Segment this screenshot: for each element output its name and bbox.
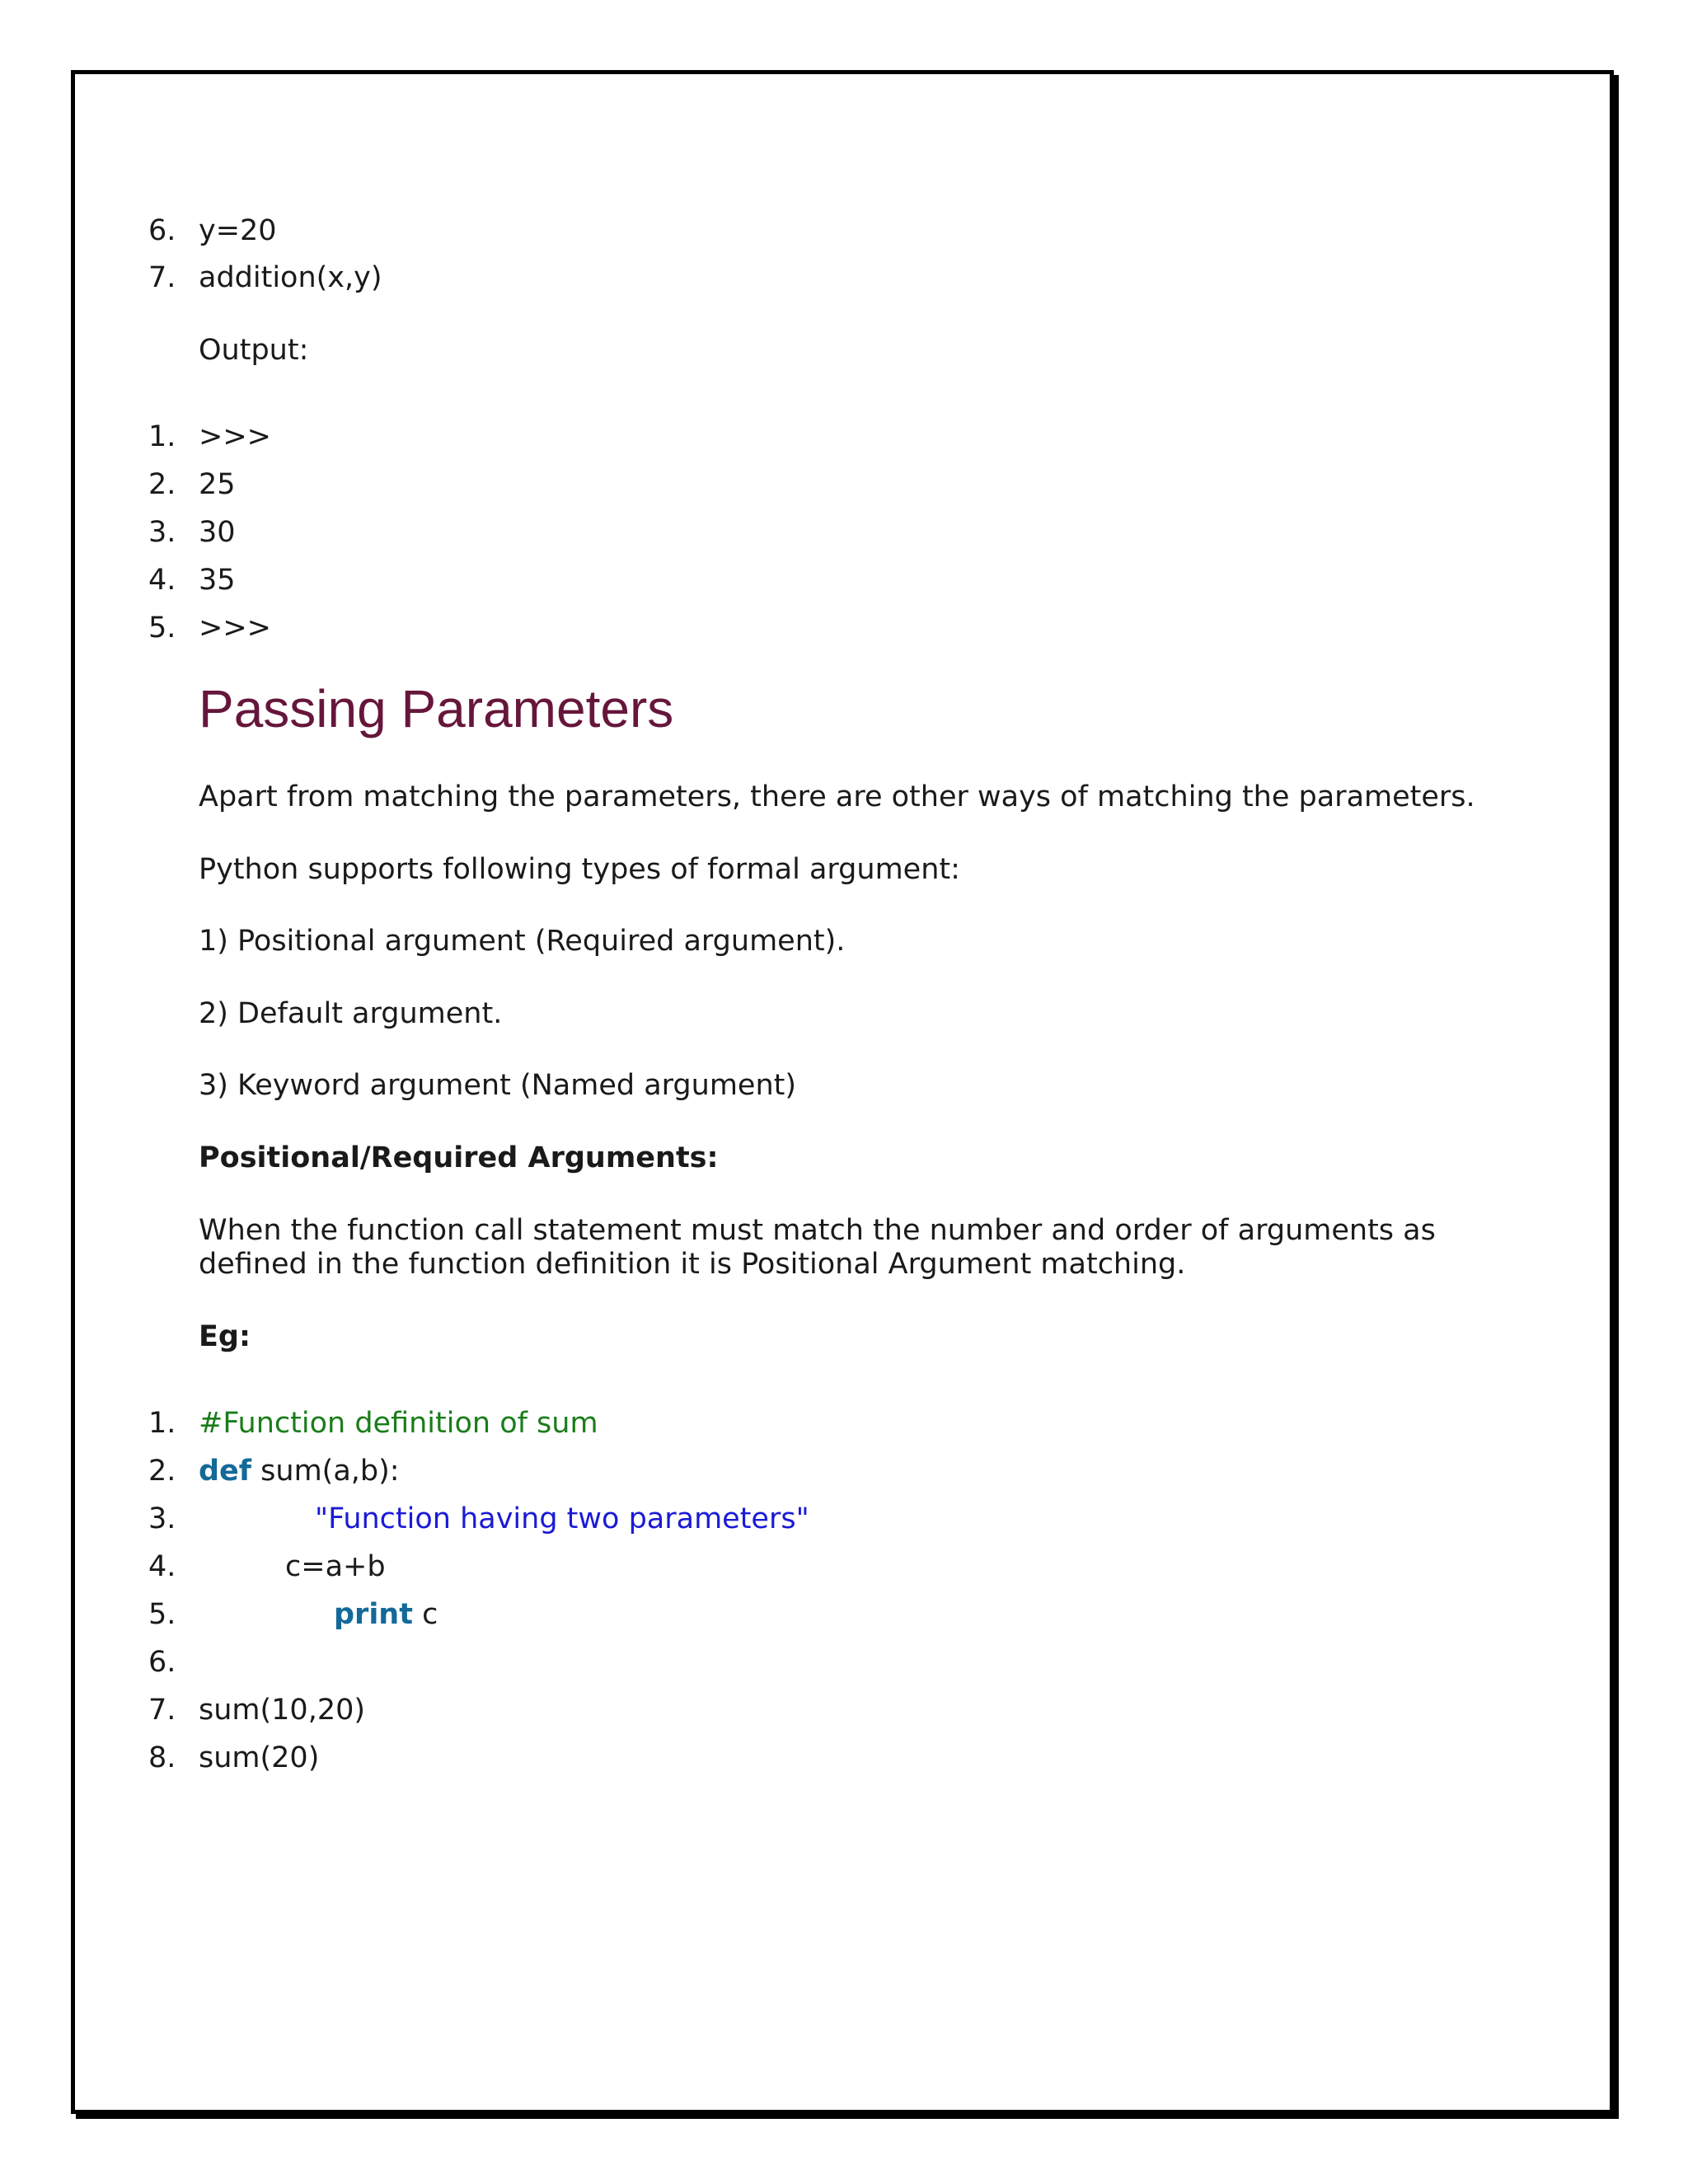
output-line: >>> [199, 420, 271, 453]
output-label: Output: [199, 334, 309, 367]
line-number: 6. [148, 1646, 176, 1679]
argument-type-1: 1) Positional argument (Required argument). [199, 925, 846, 958]
line-number: 4. [148, 1550, 176, 1583]
code-comment: #Function definition of sum [199, 1407, 598, 1440]
argument-type-2: 2) Default argument. [199, 997, 503, 1030]
line-number: 2. [148, 468, 176, 501]
code-string: "Function having two parameters" [315, 1502, 809, 1535]
output-line: 35 [199, 564, 236, 597]
subheading: Positional/Required Arguments: [199, 1141, 719, 1174]
output-line: 25 [199, 468, 236, 501]
keyword-def: def [199, 1455, 252, 1488]
line-number: 4. [148, 564, 176, 597]
eg-label: Eg: [199, 1320, 251, 1353]
code-line [334, 1596, 438, 1633]
code-line [199, 1453, 400, 1489]
code-text: sum(a,b): [251, 1455, 400, 1488]
code-line: y=20 [199, 214, 277, 247]
line-number: 5. [148, 1598, 176, 1631]
description-paragraph: When the function call statement must match the number and order of arguments as defined in the function definition it is Positional Argument matching. [199, 1214, 1436, 1281]
code-text: c [412, 1598, 438, 1631]
line-number: 7. [148, 1694, 176, 1727]
line-number: 1. [148, 1407, 176, 1440]
line-number: 3. [148, 1502, 176, 1535]
line-number: 5. [148, 612, 176, 644]
line-number: 8. [148, 1741, 176, 1774]
intro-paragraph: Apart from matching the parameters, there are other ways of matching the parameters. [199, 780, 1475, 813]
code-line: c=a+b [285, 1550, 386, 1583]
line-number: 7. [148, 261, 176, 294]
section-title: Passing Parameters [199, 679, 674, 738]
code-line: sum(10,20) [199, 1694, 366, 1727]
supports-paragraph: Python supports following types of formal argument: [199, 853, 960, 886]
keyword-print: print [334, 1598, 413, 1631]
line-number: 6. [148, 214, 176, 247]
argument-type-3: 3) Keyword argument (Named argument) [199, 1069, 797, 1102]
code-line: sum(20) [199, 1741, 320, 1774]
code-line: addition(x,y) [199, 261, 382, 294]
line-number: 1. [148, 420, 176, 453]
output-line: >>> [199, 612, 271, 644]
line-number: 2. [148, 1455, 176, 1488]
output-line: 30 [199, 516, 236, 549]
line-number: 3. [148, 516, 176, 549]
